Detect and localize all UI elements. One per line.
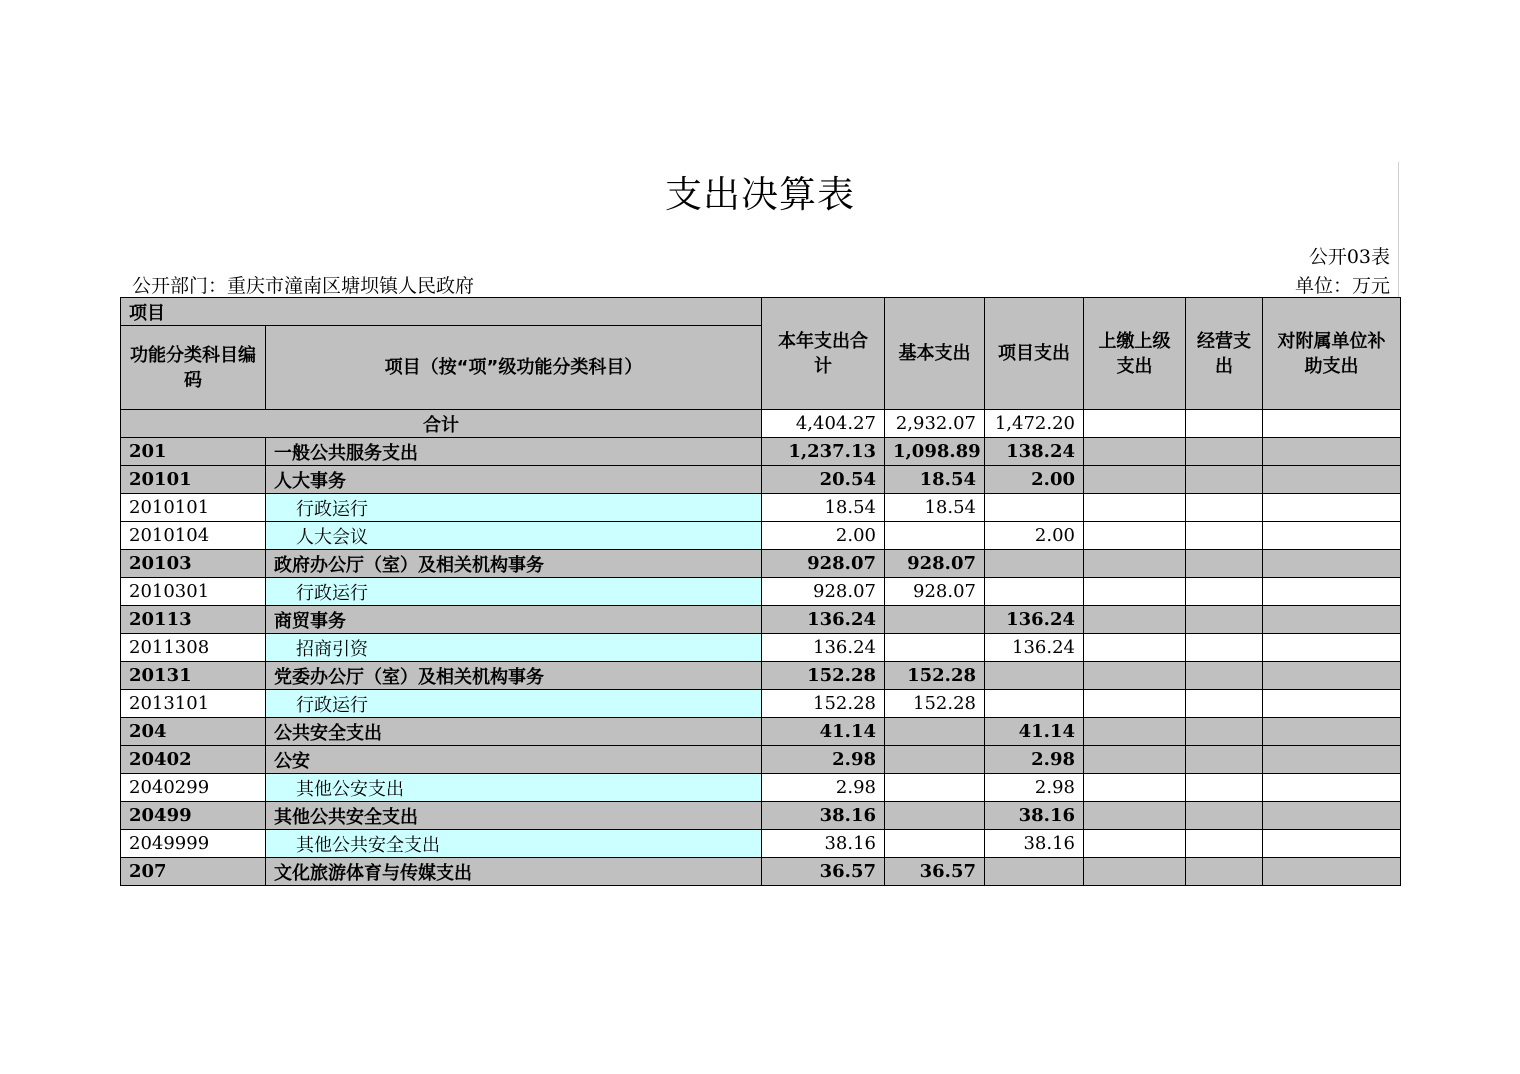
cell-name: 其他公安支出 — [266, 774, 762, 802]
table-row — [121, 802, 1401, 830]
header-upper: 上缴上级支出 — [1084, 298, 1186, 410]
cell-basic — [885, 746, 985, 774]
cell-name: 商贸事务 — [266, 606, 762, 634]
cell-code: 2013101 — [121, 690, 266, 718]
cell-name: 行政运行 — [266, 578, 762, 606]
cell-subsidy — [1263, 774, 1401, 802]
cell-basic — [885, 774, 985, 802]
cell-subsidy — [1263, 494, 1401, 522]
cell-total: 152.28 — [762, 690, 885, 718]
cell-basic: 18.54 — [885, 494, 985, 522]
cell-business — [1186, 718, 1263, 746]
cell-business — [1186, 830, 1263, 858]
cell-code: 20101 — [121, 466, 266, 494]
cell-upper — [1084, 746, 1186, 774]
cell-total: 152.28 — [762, 662, 885, 690]
table-row — [121, 438, 1401, 466]
cell-project: 136.24 — [985, 606, 1084, 634]
total-amount: 4,404.27 — [762, 410, 885, 438]
total-project: 1,472.20 — [985, 410, 1084, 438]
cell-basic: 928.07 — [885, 550, 985, 578]
cell-business — [1186, 858, 1263, 886]
cell-basic: 36.57 — [885, 858, 985, 886]
cell-upper — [1084, 438, 1186, 466]
cell-total: 38.16 — [762, 802, 885, 830]
cell-business — [1186, 634, 1263, 662]
cell-upper — [1084, 606, 1186, 634]
cell-upper — [1084, 774, 1186, 802]
cell-subsidy — [1263, 634, 1401, 662]
cell-total: 38.16 — [762, 830, 885, 858]
cell-name: 其他公共安全支出 — [266, 802, 762, 830]
table-row — [121, 830, 1401, 858]
cell-code: 2010104 — [121, 522, 266, 550]
cell-business — [1186, 774, 1263, 802]
cell-upper — [1084, 718, 1186, 746]
cell-upper — [1084, 550, 1186, 578]
cell-total: 2.98 — [762, 774, 885, 802]
cell-total: 18.54 — [762, 494, 885, 522]
header-row-1 — [121, 298, 1401, 326]
table-row — [121, 466, 1401, 494]
cell-code: 2010101 — [121, 494, 266, 522]
total-row — [121, 410, 1401, 438]
cell-project — [985, 858, 1084, 886]
cell-code: 2040299 — [121, 774, 266, 802]
table-row — [121, 662, 1401, 690]
cell-subsidy — [1263, 690, 1401, 718]
cell-name: 一般公共服务支出 — [266, 438, 762, 466]
header-code: 功能分类科目编码 — [121, 326, 266, 410]
header-name: 项目（按“项”级功能分类科目） — [266, 326, 762, 410]
cell-basic — [885, 634, 985, 662]
cell-total: 136.24 — [762, 606, 885, 634]
cell-basic — [885, 606, 985, 634]
cell-business — [1186, 746, 1263, 774]
cell-upper — [1084, 662, 1186, 690]
table-row — [121, 522, 1401, 550]
total-label: 合计 — [121, 410, 762, 438]
cell-upper — [1084, 802, 1186, 830]
cell-project — [985, 494, 1084, 522]
expenditure-table — [120, 297, 1401, 886]
cell-business — [1186, 466, 1263, 494]
cell-upper — [1084, 634, 1186, 662]
cell-total: 1,237.13 — [762, 438, 885, 466]
cell-total: 2.98 — [762, 746, 885, 774]
cell-name: 行政运行 — [266, 494, 762, 522]
cell-subsidy — [1263, 662, 1401, 690]
cell-business — [1186, 550, 1263, 578]
cell-name: 公安 — [266, 746, 762, 774]
cell-name: 行政运行 — [266, 690, 762, 718]
cell-name: 其他公共安全支出 — [266, 830, 762, 858]
unit-label: 单位：万元 — [1294, 275, 1390, 297]
cell-code: 204 — [121, 718, 266, 746]
cell-subsidy — [1263, 522, 1401, 550]
cell-project: 136.24 — [985, 634, 1084, 662]
header-business: 经营支出 — [1186, 298, 1263, 410]
cell-code: 20499 — [121, 802, 266, 830]
cell-upper — [1084, 858, 1186, 886]
table-row — [121, 858, 1401, 886]
cell-subsidy — [1263, 578, 1401, 606]
cell-total: 136.24 — [762, 634, 885, 662]
cell-project: 2.98 — [985, 746, 1084, 774]
cell-project: 41.14 — [985, 718, 1084, 746]
cell-code: 20103 — [121, 550, 266, 578]
table-row — [121, 494, 1401, 522]
cell-subsidy — [1263, 746, 1401, 774]
table-number: 公开03表 — [1308, 246, 1390, 268]
cell-business — [1186, 690, 1263, 718]
table-row — [121, 634, 1401, 662]
cell-basic — [885, 830, 985, 858]
header-project-expense: 项目支出 — [985, 298, 1084, 410]
cell-name: 人大事务 — [266, 466, 762, 494]
cell-code: 2049999 — [121, 830, 266, 858]
cell-total: 2.00 — [762, 522, 885, 550]
cell-business — [1186, 802, 1263, 830]
cell-business — [1186, 522, 1263, 550]
cell-name: 文化旅游体育与传媒支出 — [266, 858, 762, 886]
table-row — [121, 774, 1401, 802]
cell-total: 36.57 — [762, 858, 885, 886]
cell-code: 2010301 — [121, 578, 266, 606]
cell-name: 人大会议 — [266, 522, 762, 550]
header-total: 本年支出合计 — [762, 298, 885, 410]
cell-subsidy — [1263, 718, 1401, 746]
table-row — [121, 606, 1401, 634]
header-project: 项目 — [121, 298, 762, 326]
cell-project: 2.00 — [985, 466, 1084, 494]
cell-business — [1186, 662, 1263, 690]
cell-project: 138.24 — [985, 438, 1084, 466]
cell-basic — [885, 522, 985, 550]
cell-upper — [1084, 578, 1186, 606]
cell-project — [985, 690, 1084, 718]
cell-basic: 928.07 — [885, 578, 985, 606]
cell-project: 2.98 — [985, 774, 1084, 802]
cell-code: 207 — [121, 858, 266, 886]
cell-subsidy — [1263, 606, 1401, 634]
cell-code: 20131 — [121, 662, 266, 690]
cell-project — [985, 550, 1084, 578]
page-title: 支出决算表 — [665, 173, 855, 216]
department-label: 公开部门：重庆市潼南区塘坝镇人民政府 — [132, 275, 475, 297]
cell-total: 20.54 — [762, 466, 885, 494]
cell-code: 20402 — [121, 746, 266, 774]
cell-project — [985, 662, 1084, 690]
cell-code: 20113 — [121, 606, 266, 634]
cell-total: 928.07 — [762, 578, 885, 606]
table-row — [121, 578, 1401, 606]
cell-subsidy — [1263, 830, 1401, 858]
cell-basic — [885, 718, 985, 746]
cell-basic: 1,098.89 — [885, 438, 985, 466]
total-business — [1186, 410, 1263, 438]
cell-total: 928.07 — [762, 550, 885, 578]
cell-total: 41.14 — [762, 718, 885, 746]
header-basic: 基本支出 — [885, 298, 985, 410]
cell-subsidy — [1263, 438, 1401, 466]
header-subsidy: 对附属单位补助支出 — [1263, 298, 1401, 410]
cell-name: 招商引资 — [266, 634, 762, 662]
cell-upper — [1084, 830, 1186, 858]
cell-project: 38.16 — [985, 830, 1084, 858]
cell-basic — [885, 802, 985, 830]
cell-subsidy — [1263, 550, 1401, 578]
cell-name: 党委办公厅（室）及相关机构事务 — [266, 662, 762, 690]
cell-code: 201 — [121, 438, 266, 466]
cell-business — [1186, 606, 1263, 634]
cell-upper — [1084, 494, 1186, 522]
cell-project — [985, 578, 1084, 606]
cell-subsidy — [1263, 466, 1401, 494]
table-row — [121, 746, 1401, 774]
cell-subsidy — [1263, 802, 1401, 830]
cell-name: 政府办公厅（室）及相关机构事务 — [266, 550, 762, 578]
cell-basic: 152.28 — [885, 690, 985, 718]
cell-upper — [1084, 690, 1186, 718]
table-row — [121, 718, 1401, 746]
table-row — [121, 550, 1401, 578]
cell-upper — [1084, 466, 1186, 494]
cell-code: 2011308 — [121, 634, 266, 662]
cell-project: 38.16 — [985, 802, 1084, 830]
cell-business — [1186, 494, 1263, 522]
total-basic: 2,932.07 — [885, 410, 985, 438]
cell-business — [1186, 438, 1263, 466]
total-upper — [1084, 410, 1186, 438]
cell-basic: 18.54 — [885, 466, 985, 494]
cell-subsidy — [1263, 858, 1401, 886]
cell-name: 公共安全支出 — [266, 718, 762, 746]
table-row — [121, 690, 1401, 718]
total-subsidy — [1263, 410, 1401, 438]
cell-project: 2.00 — [985, 522, 1084, 550]
cell-upper — [1084, 522, 1186, 550]
cell-business — [1186, 578, 1263, 606]
cell-basic: 152.28 — [885, 662, 985, 690]
